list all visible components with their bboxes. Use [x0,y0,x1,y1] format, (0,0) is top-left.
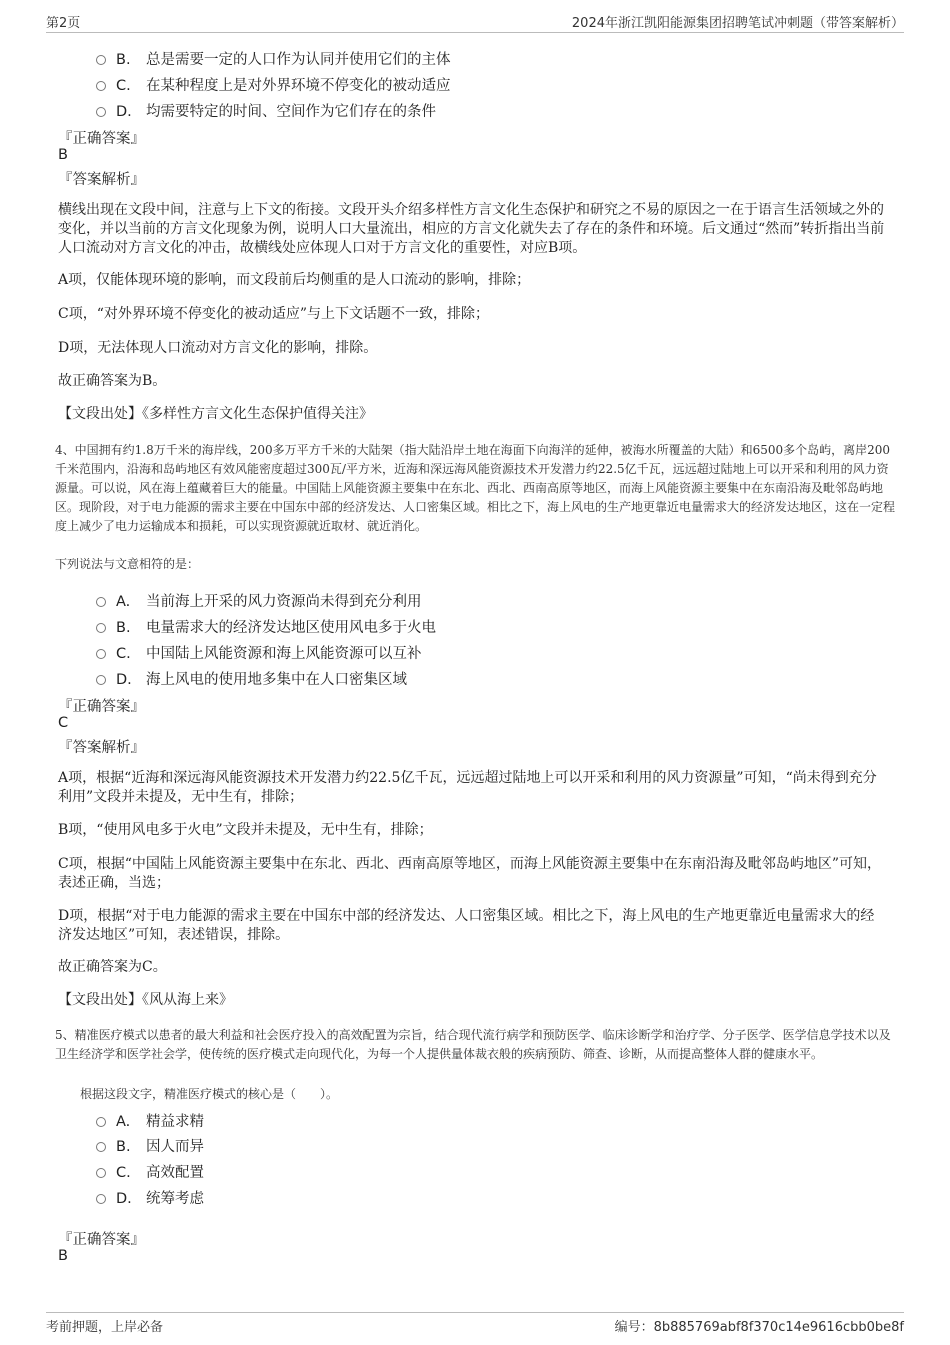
analysis-paragraph: C项，“对外界环境不停变化的被动适应”与上下文话题不一致，排除； [58,306,490,322]
q4-option-a[interactable]: A. 当前海上开采的风力资源尚未得到充分利用 [96,590,422,611]
footer-slogan: 考前押题，上岸必备 [46,1320,164,1335]
radio-icon[interactable] [96,107,106,117]
analysis-paragraph: D项，根据“对于电力能源的需求主要在中国东中部的经济发达、人口密集区域。相比之下，海上风电的生产地更靠近电量需求大的经济发达地区”可知，表述错误，排除。 [58,908,875,943]
radio-icon[interactable] [96,1142,106,1152]
analysis-paragraph: A项，仅能体现环境的影响，而文段前后均侧重的是人口流动的影响，排除； [58,272,531,288]
radio-icon[interactable] [96,597,106,607]
answer-value: B [58,1248,68,1264]
analysis-label: 『答案解析』 [58,172,145,188]
q3-option-c[interactable]: C. 在某种程度上是对外界环境不停变化的被动适应 [96,74,451,95]
answer-label: 『正确答案』 [58,131,145,147]
answer-label: 『正确答案』 [58,1232,145,1248]
q4-option-d[interactable]: D. 海上风电的使用地多集中在人口密集区域 [96,668,407,689]
analysis-paragraph: 横线出现在文段中间，注意与上下文的衔接。文段开头介绍多样性方言文化生态保护和研究之不易的原因之一在于语言生活领域之外的变化，并以当前的方言文化现象为例，说明人口大量流出，相应的方言文化就失去了存在的条件和环境。后文通过“然而”转折指出当前人口流动对方言文化的冲击，故横线处应体现人口对于方言文化的重要性，对应B项。 [58,202,885,256]
source-citation: 【文段出处】《多样性方言文化生态保护值得关注》 [58,406,373,422]
q5-option-a[interactable]: A. 精益求精 [96,1110,204,1131]
analysis-paragraph: C项，根据“中国陆上风能资源主要集中在东北、西北、西南高原等地区，而海上风能资源主要集中在东南沿海及毗邻岛屿地区”可知，表述正确，当选； [58,856,882,891]
radio-icon[interactable] [96,1168,106,1178]
analysis-paragraph: B项，“使用风电多于火电”文段并未提及，无中生有，排除； [58,822,433,838]
radio-icon[interactable] [96,675,106,685]
document-code: 编号：8b885769abf8f370c14e9616cbb0be8f [614,1320,904,1335]
question-stem: 5、精准医疗模式以患者的最大利益和社会医疗投入的高效配置为宗旨，结合现代流行病学和预防医学、临床诊断学和治疗学、分子医学、医学信息学技术以及卫生经济学和医学社会学，使传统的医疗模式走向现代化，为每一个人提供量体裁衣般的疾病预防、筛查、诊断，从而提高整体人群的健康水平。 [55,1028,891,1061]
page-number: 第2页 [46,16,81,31]
q3-option-b[interactable]: B. 总是需要一定的人口作为认同并使用它们的主体 [96,48,451,69]
q4-option-b[interactable]: B. 电量需求大的经济发达地区使用风电多于火电 [96,616,436,637]
analysis-conclusion: 故正确答案为B。 [58,373,167,389]
radio-icon[interactable] [96,1117,106,1127]
source-citation: 【文段出处】《风从海上来》 [58,992,233,1008]
analysis-label: 『答案解析』 [58,740,145,756]
radio-icon[interactable] [96,649,106,659]
q5-option-d[interactable]: D. 统筹考虑 [96,1187,204,1208]
analysis-paragraph: A项，根据“近海和深远海风能资源技术开发潜力约22.5亿千瓦，远远超过陆地上可以开采和利用的风力资源量”可知，“尚未得到充分利用”文段并未提及，无中生有，排除； [58,770,877,805]
question-prompt: 根据这段文字，精准医疗模式的核心是（ ）。 [80,1087,339,1101]
question-prompt: 下列说法与文意相符的是： [55,557,200,571]
answer-label: 『正确答案』 [58,699,145,715]
document-title: 2024年浙江凯阳能源集团招聘笔试冲刺题（带答案解析） [571,16,904,31]
radio-icon[interactable] [96,55,106,65]
analysis-conclusion: 故正确答案为C。 [58,959,167,975]
analysis-paragraph: D项，无法体现人口流动对方言文化的影响，排除。 [58,340,378,356]
answer-value: C [58,715,69,731]
answer-value: B [58,147,68,163]
radio-icon[interactable] [96,1194,106,1204]
question-stem: 4、中国拥有约1.8万千米的海岸线，200多万平方千米的大陆架（指大陆沿岸土地在海面下向海洋的延伸，被海水所覆盖的大陆）和6500多个岛屿，离岸200千米范围内，沿海和岛屿地区有效风能密度超过300瓦/平方米，近海和深远海风能资源技术开发潜力约22.5亿千瓦，远远超过陆地上可以开采和利用的风力资源量。可以说，风在海上蕴藏着巨大的能量。中国陆上风能资源主要集中在东北、西北、西南高原等地区，而海上风能资源主要集中在东南沿海及毗邻岛屿地区。现阶段，对于电力能源的需求主要在中国东中部的经济发达、人口密集区域。相比之下，海上风电的生产地更靠近电量需求大的经济发达地区，这在一定程度上减少了电力运输成本和损耗，可以实现资源就近取材、就近消化。 [55,443,896,533]
q3-option-d[interactable]: D. 均需要特定的时间、空间作为它们存在的条件 [96,100,436,121]
q4-option-c[interactable]: C. 中国陆上风能资源和海上风能资源可以互补 [96,642,422,663]
q5-option-b[interactable]: B. 因人而异 [96,1135,204,1156]
radio-icon[interactable] [96,623,106,633]
radio-icon[interactable] [96,81,106,91]
page-footer [46,1312,904,1336]
page-header [46,12,904,33]
q5-option-c[interactable]: C. 高效配置 [96,1161,204,1182]
